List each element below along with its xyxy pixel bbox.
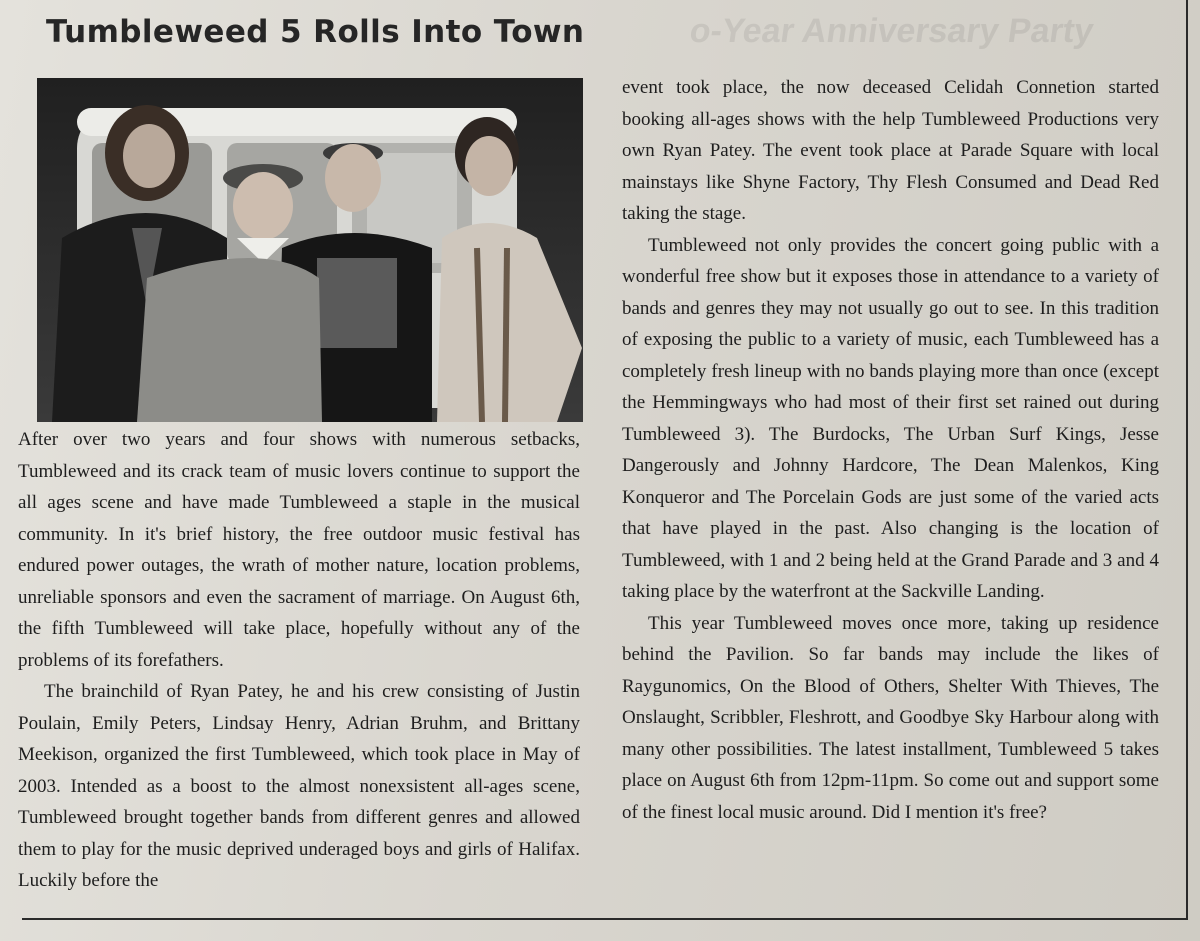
band-photo	[37, 78, 583, 422]
article-headline: Tumbleweed 5 Rolls Into Town	[46, 14, 585, 50]
left-column	[18, 424, 580, 897]
band-photo-illustration	[37, 78, 583, 422]
right-column	[622, 72, 1159, 828]
paragraph: Tumbleweed not only provides the concert going public with a wonderful free show but it exposes those in attendance to a variety of bands and genres they may not usually go out to see. In this tradition of exposing the public to a variety of music, each Tumbleweed has a completely fresh lineup with no bands playing more than once (except the Hemmingways who had most of their first set rained out during Tumbleweed 3). The Burdocks, The Urban Surf Kings, Jesse Dangerously and Johnny Hardcore, The Dean Malenkos, King Konqueror and The Porcelain Gods are just some of the varied acts that have played in the past. Also changing is the location of Tumbleweed, with 1 and 2 being held at the Grand Parade and 3 and 4 taking place by the waterfront at the Sackville Landing.	[622, 234, 1159, 602]
paragraph: event took place, the now deceased Celidah Connetion started booking all-ages shows with the help Tumbleweed Productions very own Ryan Patey. The event took place at Parade Square with local mainstays like Shyne Factory, Thy Flesh Consumed and Dead Red taking the stage.	[622, 77, 1159, 224]
adjacent-article-headline: o-Year Anniversary Party	[687, 12, 1096, 50]
paragraph: The brainchild of Ryan Patey, he and his crew consisting of Justin Poulain, Emily Peters, Lindsay Henry, Adrian Bruhm, and Brittany Meekison, organized the first Tumbleweed, which took place in May of 2003. Intended as a boost to the almost nonexsistent all-ages scene, Tumbleweed brought together bands from different genres and allowed them to play for the music deprived underaged boys and girls of Halifax. Luckily before the	[18, 681, 580, 891]
column-rule-bottom	[22, 918, 1188, 920]
column-rule-right	[1186, 0, 1188, 918]
paragraph: This year Tumbleweed moves once more, taking up residence behind the Pavilion. So far bands may include the likes of Raygunomics, On the Blood of Others, Shelter With Thieves, The Onslaught, Scribbler, Fleshrott, and Goodbye Sky Harbour along with many other possibilities. The latest installment, Tumbleweed 5 takes place on August 6th from 12pm-11pm. So come out and support some of the finest local music around. Did I mention it's free?	[622, 612, 1159, 823]
paragraph: After over two years and four shows with numerous setbacks, Tumbleweed and its crack team of music lovers continue to support the all ages scene and have made Tumbleweed a staple in the musical community. In it's brief history, the free outdoor music festival has endured power outages, the wrath of mother nature, location problems, unreliable sponsors and even the sacrament of marriage. On August 6th, the fifth Tumbleweed will take place, hopefully without any of the problems of its forefathers.	[18, 429, 580, 671]
